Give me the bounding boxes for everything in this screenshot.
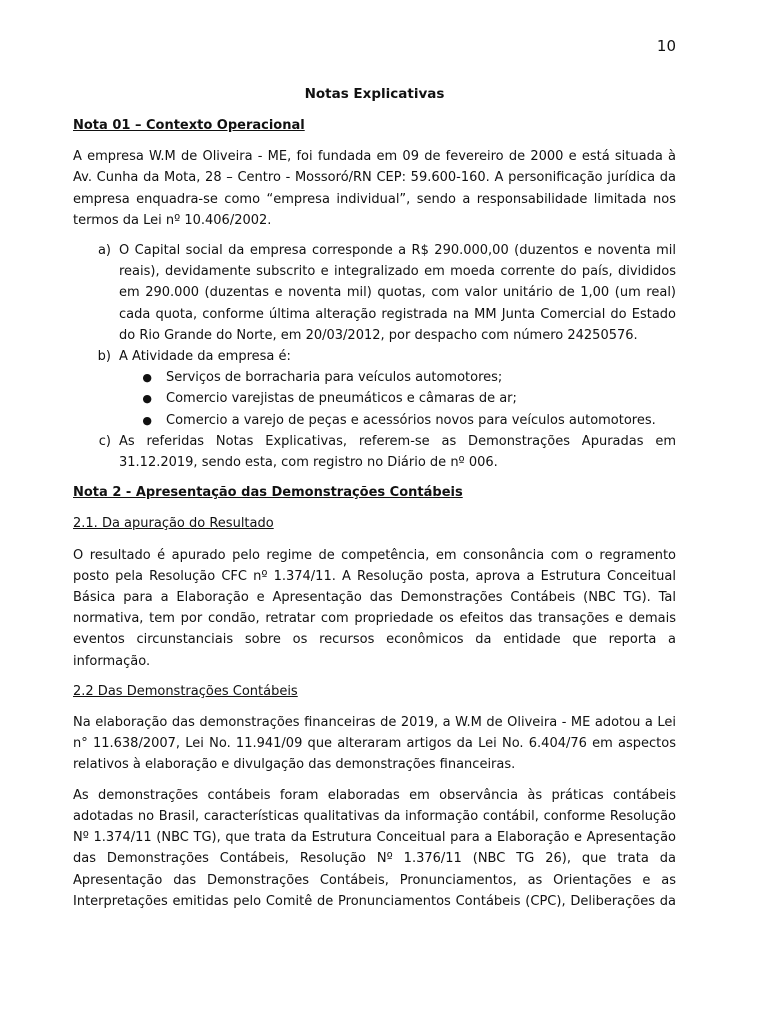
list-item-a [73,240,676,346]
nota-01-item-list [73,240,676,473]
bullet-item [73,367,676,388]
list-marker: b) [97,349,111,365]
bullet-item [73,410,676,431]
nota-01-intro-paragraph: A empresa W.M de Oliveira - ME, foi fundada em 09 de fevereiro de 2000 e está situada à Av. Cunha da Mota, 28 – Centro - Mossoró/RN CEP: 59.600-160. A personificação jurídica da empresa enquadra-se como “empresa individual”, sendo a responsabilidade limitada nos termos da Lei nº 10.406/2002. [73,149,676,228]
nota-01-heading: Nota 01 – Contexto Operacional [73,118,305,133]
section-2-2-paragraph-2: As demonstrações contábeis foram elaboradas em observância às práticas contábeis adotadas no Brasil, características qualitativas da informação contábil, conforme Resolução Nº 1.374/11 (NBC TG), que trata da Estrutura Conceitual para a Elaboração e Apresentação das Demonstrações Contábeis, Resolução Nº 1.376/11 (NBC TG 26), que trata da Apresentação das Demonstrações Contábeis, Pronunciamentos, as Orientações e as Interpretações emitidas pelo Comitê de Pronunciamentos Contábeis (CPC), Deliberações da [73,787,676,909]
bullet-item [73,388,676,409]
list-item-text: O Capital social da empresa corresponde a R$ 290.000,00 (duzentos e noventa mil reais), devidamente subscrito e integralizado em moeda corrente do país, divididos em 290.000 (duzentas e noventa mil) quotas, com valor unitário de 1,00 (um real) cada quota, conforme última alteração registrada na MM Junta Comercial do Estado do Rio Grande do Norte, em 20/03/2012, por despacho com número 24250576. [119,243,676,343]
list-item-b [73,346,676,367]
bullet-icon: ● [142,413,152,427]
section-2-2-heading: 2.2 Das Demonstrações Contábeis [73,683,298,699]
document-title: Notas Explicativas [304,86,445,102]
list-item-c [73,431,676,473]
document-body [73,84,676,921]
list-item-text: As referidas Notas Explicativas, referem-se as Demonstrações Apuradas em 31.12.2019, sendo esta, com registro no Diário de nº 006. [119,433,676,471]
section-2-1-paragraph: O resultado é apurado pelo regime de competência, em consonância com o regramento posto pela Resolução CFC nº 1.374/11. A Resolução posta, aprova a Estrutura Conceitual Básica para a Elaboração e Apresentação das Demonstrações Contábeis (NBC TG). Tal normativa, tem por condão, retratar com propriedade os efeitos das transações e demais eventos circunstanciais sobre os recursos econômicos da entidade que reporta a informação. [73,547,676,669]
nota-02-heading: Nota 2 - Apresentação das Demonstrações Contábeis [73,485,463,501]
list-marker: a) [97,243,111,259]
bullet-icon: ● [142,371,152,385]
bullet-icon: ● [142,392,152,406]
activity-bullet-list [73,367,676,431]
bullet-text: Comercio a varejo de peças e acessórios novos para veículos automotores. [166,412,656,428]
page-number: 10 [656,37,676,55]
section-2-1-heading: 2.1. Da apuração do Resultado [73,516,274,532]
bullet-text: Serviços de borracharia para veículos automotores; [166,370,503,386]
list-marker: c) [98,433,111,449]
section-2-2-paragraph-1: Na elaboração das demonstrações financeiras de 2019, a W.M de Oliveira - ME adotou a Lei n° 11.638/2007, Lei No. 11.941/09 que alteraram artigos da Lei No. 6.404/76 em aspectos relativos à elaboração e divulgação das demonstrações financeiras. [73,715,676,773]
list-item-text: A Atividade da empresa é: [119,349,291,365]
bullet-text: Comercio varejistas de pneumáticos e câmaras de ar; [166,391,517,407]
